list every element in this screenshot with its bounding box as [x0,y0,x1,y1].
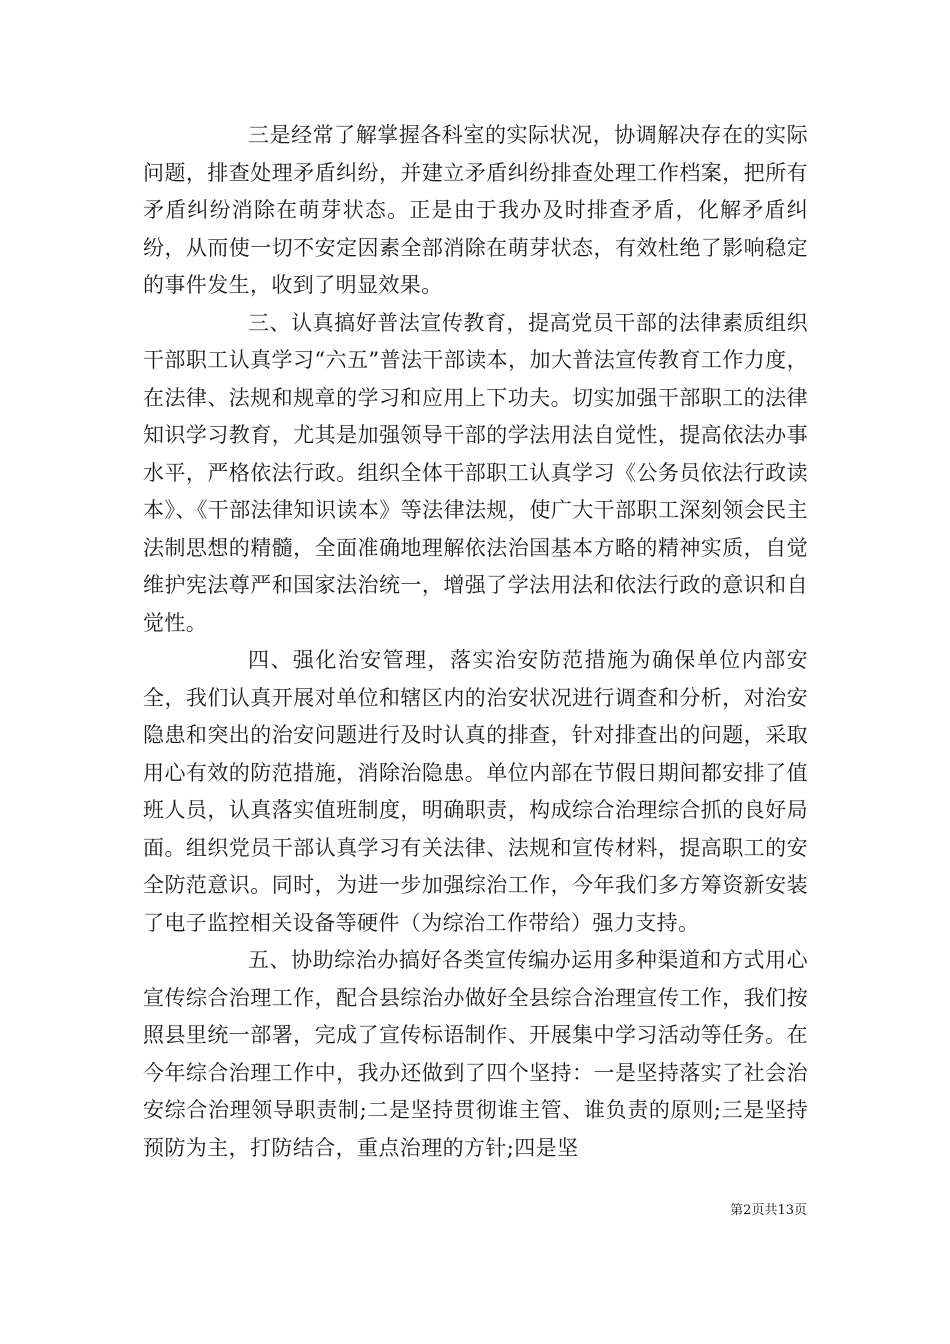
paragraph-conflict-resolution: 三是经常了解掌握各科室的实际状况，协调解决存在的实际问题，排查处理矛盾纠纷，并建立矛盾纠纷排查处理工作档案，把所有矛盾纠纷消除在萌芽状态。正是由于我办及时排查矛盾，化解矛盾纠纷，从而使一切不安定因素全部消除在萌芽状态，有效杜绝了影响稳定的事件发生，收到了明显效果。 [143,123,808,297]
paragraph-legal-education: 三、认真搞好普法宣传教育，提高党员干部的法律素质组织干部职工认真学习“六五”普法干部读本，加大普法宣传教育工作力度，在法律、法规和规章的学习和应用上下功夫。切实加强干部职工的法律知识学习教育，尤其是加强领导干部的学法用法自觉性，提高依法办事水平，严格依法行政。组织全体干部职工认真学习《公务员依法行政读本》、《干部法律知识读本》等法律法规，使广大干部职工深刻领会民主法制思想的精髓，全面准确地理解依法治国基本方略的精神实质，自觉维护宪法尊严和国家法治统一，增强了学法用法和依法行政的意识和自觉性。 [143,310,808,635]
page-number-footer: 第2页共13页 [730,1203,807,1218]
paragraph-publicity-work: 五、协助综治办搞好各类宣传编办运用多种渠道和方式用心宣传综合治理工作，配合县综治办做好全县综合治理宣传工作，我们按照县里统一部署，完成了宣传标语制作、开展集中学习活动等任务。在今年综合治理工作中，我办还做到了四个坚持：一是坚持落实了社会治安综合治理领导职责制;二是坚持贯彻谁主管、谁负责的原则;三是坚持预防为主，打防结合，重点治理的方针;四是坚 [143,948,808,1160]
paragraph-security-management: 四、强化治安管理，落实治安防范措施为确保单位内部安全，我们认真开展对单位和辖区内的治安状况进行调查和分析，对治安隐患和突出的治安问题进行及时认真的排查，针对排查出的问题，采取用心有效的防范措施，消除治隐患。单位内部在节假日期间都安排了值班人员，认真落实值班制度，明确职责，构成综合治理综合抓的良好局面。组织党员干部认真学习有关法律、法规和宣传材料，提高职工的安全防范意识。同时，为进一步加强综治工作，今年我们多方筹资新安装了电子监控相关设备等硬件（为综治工作带给）强力支持。 [143,648,808,935]
document-body [143,117,808,1167]
